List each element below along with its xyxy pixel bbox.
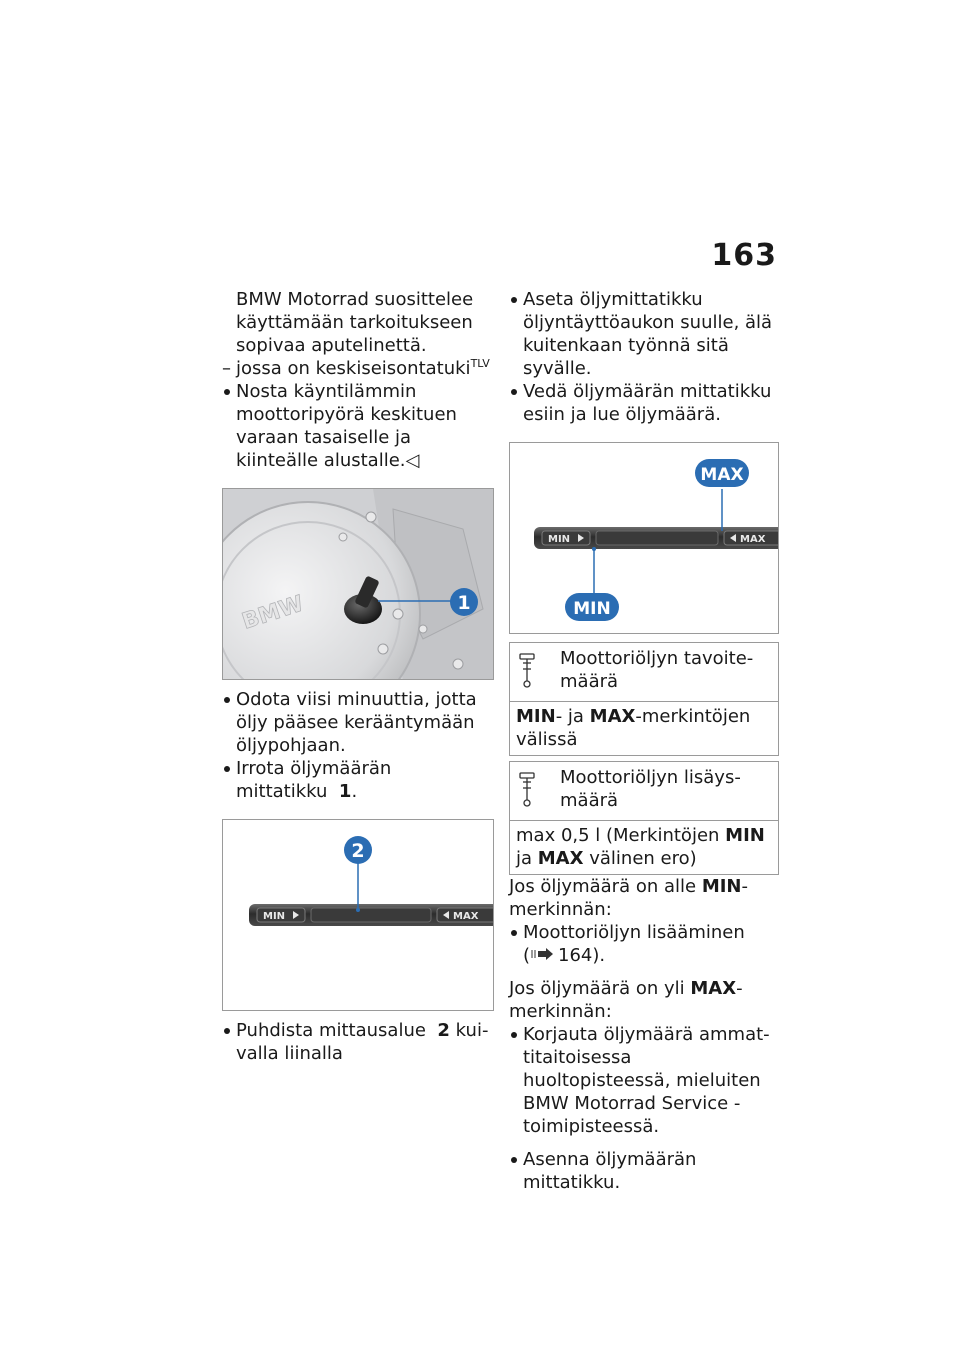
remove-dipstick-num: 1 xyxy=(338,781,352,802)
oil-dipstick-icon xyxy=(516,647,560,695)
topup-oil-table-value xyxy=(510,821,778,874)
correct-oil-step: Korjauta öljymäärä ammattitaitoisessa huoltopisteessä, mieluiten BMW Motorrad Service -toimipisteessä. xyxy=(509,1023,781,1138)
wait-step: Odota viisi minuuttia, jotta öljy pääsee kerääntymään öljypohjaan. xyxy=(222,688,494,757)
clean-dipstick-rest: kuivalla liinalla xyxy=(236,1020,489,1064)
t2-min: MIN xyxy=(725,825,765,846)
page-reference-arrow-icon xyxy=(530,944,558,967)
below-min-min: MIN xyxy=(701,876,742,897)
t1-max: MAX xyxy=(589,706,636,727)
min-max-figure xyxy=(509,442,779,634)
min-callout-label: MIN xyxy=(573,599,611,619)
left-column xyxy=(222,288,494,1065)
below-min-pre: Jos öljymäärä on alle xyxy=(509,876,702,897)
add-oil-ref-page: 164). xyxy=(558,945,606,966)
target-oil-table xyxy=(509,642,779,756)
above-max-rest: -merkinnän: xyxy=(509,978,743,1022)
dipstick-illustration xyxy=(223,820,494,1011)
t1-rest: -merkintöjen välissä xyxy=(516,706,751,750)
clean-dipstick-text: Puhdista mittausalue xyxy=(236,1020,426,1041)
recommendation-text: BMW Motorrad suosittelee käyttämään tarkoitukseen sopivaa aputelinettä. xyxy=(236,289,474,356)
install-dipstick-step: Asenna öljymäärän mittatikku. xyxy=(509,1148,781,1194)
below-min-heading xyxy=(509,875,781,921)
raise-motorcycle-step xyxy=(222,380,494,472)
engine-dipstick-figure xyxy=(222,488,494,680)
center-stand-text: jossa on keskiseisontatuki xyxy=(236,358,471,379)
stick-max-label-2: MAX xyxy=(740,534,766,545)
remove-dipstick-end: . xyxy=(351,781,358,802)
target-oil-table-title: Moottoriöljyn tavoitemäärä xyxy=(560,648,754,692)
oil-dipstick-icon xyxy=(516,766,560,814)
callout-1-label: 1 xyxy=(457,592,471,614)
topup-oil-table-title: Moottoriöljyn lisäysmäärä xyxy=(560,767,741,811)
above-max-max: MAX xyxy=(690,978,737,999)
right-column xyxy=(509,288,781,1194)
t2-pre: max 0,5 l (Merkintöjen xyxy=(516,825,726,846)
t2-rest: välinen ero) xyxy=(583,848,697,869)
end-mark-icon: ◁ xyxy=(405,450,420,471)
t2-max: MAX xyxy=(537,848,584,869)
remove-dipstick-text: Irrota öljymäärän mittatikku xyxy=(236,758,392,802)
target-oil-table-value xyxy=(510,702,778,755)
add-oil-page-ref[interactable] xyxy=(509,944,781,967)
topup-oil-table xyxy=(509,761,779,875)
engine-illustration xyxy=(223,489,494,680)
page-number: 163 xyxy=(711,238,777,273)
below-min-rest: -merkinnän: xyxy=(509,876,748,920)
t2-mid: ja xyxy=(516,848,538,869)
center-stand-line xyxy=(222,357,494,380)
topup-oil-table-header xyxy=(510,762,778,821)
above-max-heading xyxy=(509,977,781,1023)
remove-dipstick-step xyxy=(222,757,494,803)
raise-motorcycle-text: Nosta käyntilämmin moottoripyörä keskituen varaan tasaiselle ja kiinteälle alustalle. xyxy=(236,381,457,471)
clean-dipstick-step xyxy=(222,1019,494,1065)
callout-2-label: 2 xyxy=(351,840,365,862)
dipstick-clean-figure xyxy=(222,819,494,1011)
target-oil-table-header xyxy=(510,643,778,702)
clean-dipstick-num: 2 xyxy=(437,1020,450,1041)
min-max-illustration xyxy=(510,443,779,634)
t1-mid: - ja xyxy=(555,706,590,727)
ref-open-paren: ( xyxy=(523,945,531,966)
read-oil-level-step: Vedä öljymäärän mittatikku esiin ja lue öljymäärä. xyxy=(509,380,781,426)
tlv-superscript: TLV xyxy=(470,357,490,370)
place-dipstick-step: Aseta öljymittatikku öljyntäyttöaukon suulle, älä kuitenkaan työnnä sitä syvälle. xyxy=(509,288,781,380)
stick-max-label: MAX xyxy=(453,911,479,922)
t1-min: MIN xyxy=(516,706,556,727)
stick-min-label: MIN xyxy=(263,911,286,922)
add-oil-step: Moottoriöljyn lisääminen xyxy=(509,921,781,944)
max-callout-label: MAX xyxy=(700,465,744,485)
above-max-pre: Jos öljymäärä on yli xyxy=(509,978,691,999)
bmw-embossed-logo: BMW xyxy=(239,591,307,635)
stick-min-label-2: MIN xyxy=(548,534,571,545)
